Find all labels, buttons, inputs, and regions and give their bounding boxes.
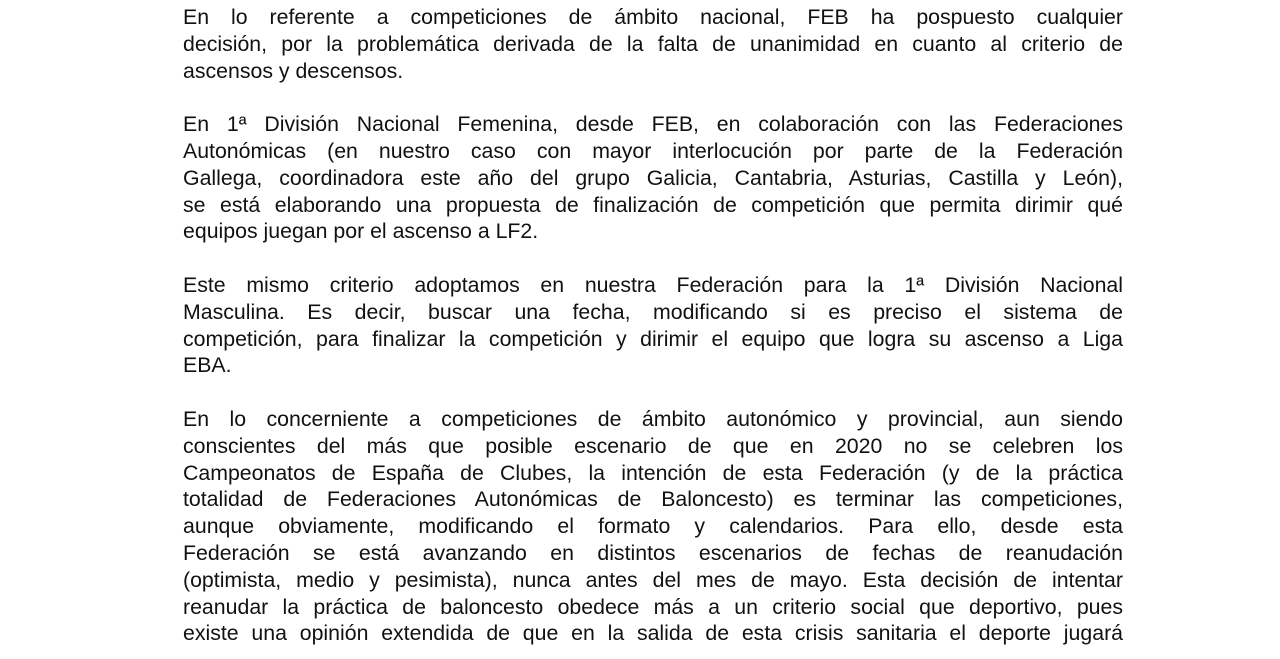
text-line: competición, para finalizar la competición y dirimir el equipo que logra su ascenso a Liga (183, 326, 1123, 351)
paragraph-mens-first-division (183, 272, 1123, 379)
text-line: equipos juegan por el ascenso a LF2. (183, 219, 539, 244)
text-line: En 1ª División Nacional Femenina, desde FEB, en colaboración con las Federaciones (183, 112, 1123, 137)
text-line: Federación se está avanzando en distintos escenarios de fechas de reanudación (183, 540, 1123, 565)
text-line: Campeonatos de España de Clubes, la intención de esta Federación (y de la práctica (183, 460, 1123, 485)
text-line: totalidad de Federaciones Autonómicas de Baloncesto) es terminar las competiciones, (183, 487, 1123, 512)
text-line: Este mismo criterio adoptamos en nuestra Federación para la 1ª División Nacional (183, 272, 1123, 297)
text-line: se está elaborando una propuesta de finalización de competición que permita dirimir qué (183, 192, 1123, 217)
text-line: decisión, por la problemática derivada de la falta de unanimidad en cuanto al criterio de (183, 31, 1123, 56)
paragraph-regional-competitions (183, 406, 1123, 646)
text-line: Gallega, coordinadora este año del grupo Galicia, Cantabria, Asturias, Castilla y León), (183, 165, 1123, 190)
text-line: ascensos y descensos. (183, 58, 404, 83)
text-line: EBA. (183, 353, 232, 378)
text-line: En lo referente a competiciones de ámbito nacional, FEB ha pospuesto cualquier (183, 5, 1123, 29)
paragraph-womens-first-division (183, 111, 1123, 245)
text-line: Autonómicas (en nuestro caso con mayor interlocución por parte de la Federación (183, 138, 1123, 163)
text-line: (optimista, medio y pesimista), nunca antes del mes de mayo. Esta decisión de intentar (183, 567, 1123, 592)
text-line: Masculina. Es decir, buscar una fecha, modificando si es preciso el sistema de (183, 299, 1123, 324)
text-line: reanudar la práctica de baloncesto obedece más a un criterio social que deportivo, pues (183, 594, 1123, 619)
document-body (183, 4, 1123, 659)
text-line: aunque obviamente, modificando el formato y calendarios. Para ello, desde esta (183, 514, 1123, 539)
text-line: conscientes del más que posible escenario de que en 2020 no se celebren los (183, 433, 1123, 458)
text-line: En lo concerniente a competiciones de ámbito autonómico y provincial, aun siendo (183, 406, 1123, 431)
paragraph-national-competitions (183, 4, 1123, 84)
text-line-cut-off: existe una opinión extendida de que en la salida de esta crisis sanitaria el deporte jugará (183, 621, 1123, 646)
